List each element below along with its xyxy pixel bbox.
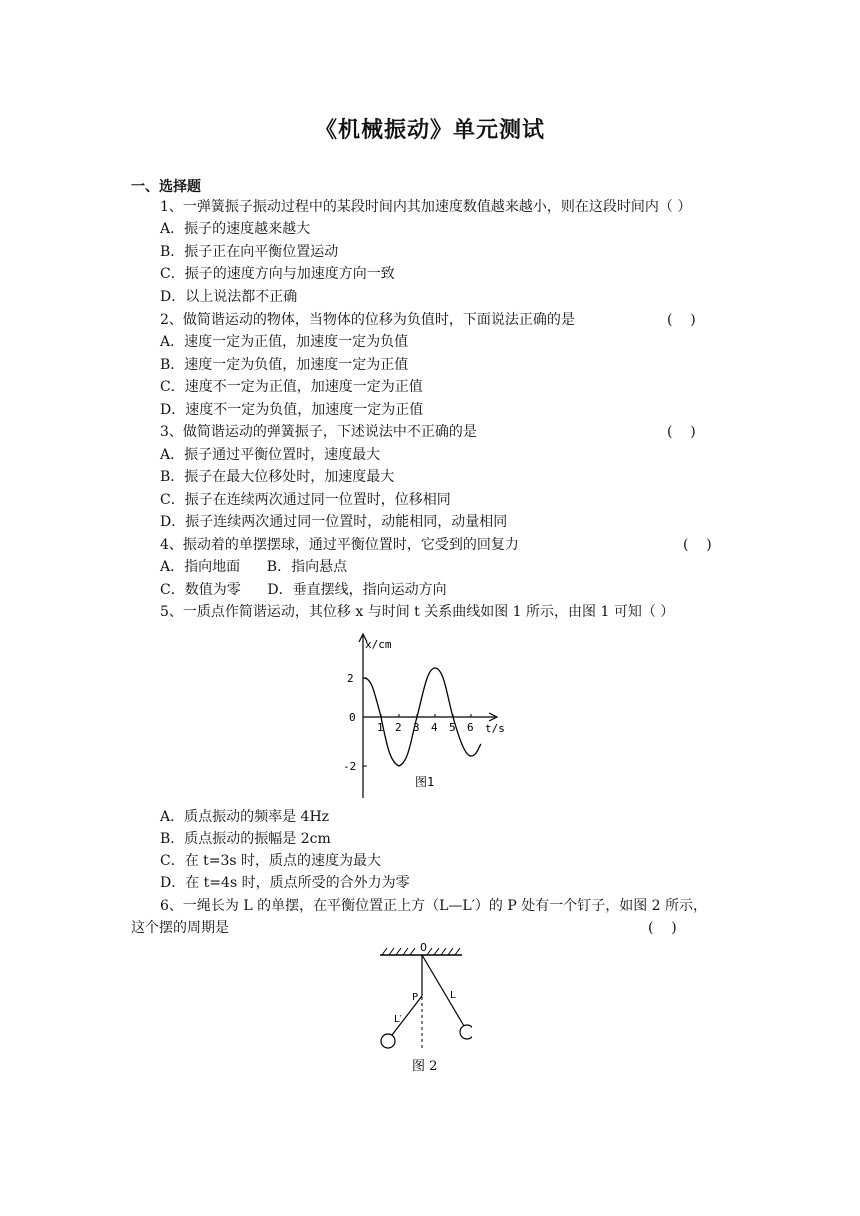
- question-6-stem-line-2: 这个摆的周期是: [131, 920, 229, 936]
- x-tick-label-5: 5: [449, 721, 456, 734]
- bob-left: [381, 1034, 395, 1048]
- question-5-option-c: C．在 t=3s 时，质点的速度为最大: [160, 853, 382, 869]
- question-2-option-c: C．速度不一定为正值，加速度一定为正值: [160, 379, 423, 395]
- x-tick-label-2: 2: [395, 721, 402, 734]
- y-axis-label: x/cm: [365, 638, 392, 651]
- label-L: L: [450, 990, 456, 1001]
- bob-right: [460, 1025, 472, 1039]
- question-3-option-b: B．振子在最大位移处时，加速度最大: [160, 469, 395, 485]
- question-1-option-a: A．振子的速度越来越大: [160, 221, 311, 237]
- figure-2-pendulum: [372, 940, 472, 1075]
- question-3-option-c: C．振子在连续两次通过同一位置时，位移相同: [160, 492, 451, 508]
- x-tick-label-6: 6: [467, 721, 474, 734]
- question-2-answer-blank: ( ): [667, 312, 696, 328]
- question-1-option-c: C．振子的速度方向与加速度方向一致: [160, 266, 395, 282]
- figure-2-caption: 图 2: [412, 1059, 438, 1074]
- question-4-options-ab: A．指向地面 B．指向悬点: [160, 559, 348, 575]
- page-title: 《机械振动》单元测试: [314, 118, 545, 143]
- y-tick-label-0: 0: [349, 711, 356, 724]
- string-L: [422, 955, 464, 1026]
- question-4-options-cd: C．数值为零 D．垂直摆线，指向运动方向: [160, 582, 447, 598]
- question-4-answer-blank: ( ): [683, 537, 712, 553]
- question-5-option-d: D．在 t=4s 时，质点所受的合外力为零: [160, 875, 410, 891]
- question-1-option-b: B．振子正在向平衡位置运动: [160, 244, 339, 260]
- x-axis-label: t/s: [485, 722, 505, 735]
- x-tick-label-4: 4: [431, 721, 438, 734]
- question-1-option-d: D．以上说法都不正确: [160, 289, 298, 305]
- y-tick-label-2: 2: [347, 672, 354, 685]
- question-5-stem: 5、一质点作简谐运动，其位移 x 与时间 t 关系曲线如图 1 所示，由图 1 可知（ ）: [160, 604, 675, 620]
- figure-1-caption: 图1: [415, 775, 435, 789]
- figure-1-xt-graph: [335, 628, 515, 803]
- question-3-answer-blank: ( ): [667, 424, 696, 440]
- question-3-stem: 3、做简谐运动的弹簧振子，下述说法中不正确的是: [160, 424, 477, 440]
- question-2-stem: 2、做简谐运动的物体，当物体的位移为负值时，下面说法正确的是: [160, 312, 575, 328]
- question-2-option-a: A．速度一定为正值，加速度一定为负值: [160, 334, 409, 350]
- question-6-answer-blank: ( ): [648, 920, 677, 936]
- question-3-option-d: D．振子连续两次通过同一位置时，动能相同，动量相同: [160, 514, 508, 530]
- x-tick-label-1: 1: [377, 721, 384, 734]
- section-heading: 一、选择题: [131, 179, 201, 195]
- question-3-option-a: A．振子通过平衡位置时，速度最大: [160, 447, 381, 463]
- question-5-option-a: A．质点振动的频率是 4Hz: [160, 809, 330, 825]
- label-Lprime: L′: [394, 1014, 402, 1025]
- x-tick-label-3: 3: [413, 721, 420, 734]
- question-1-stem: 1、一弹簧振子振动过程中的某段时间内其加速度数值越来越小，则在这段时间内（ ）: [160, 199, 692, 215]
- question-6-stem-line-1: 6、一绳长为 L 的单摆，在平衡位置正上方（L—L′）的 P 处有一个钉子，如图 2 所示，: [160, 898, 708, 914]
- question-5-option-b: B．质点振动的振幅是 2cm: [160, 831, 331, 847]
- label-P: P: [412, 992, 419, 1003]
- question-4-stem: 4、振动着的单摆摆球，通过平衡位置时，它受到的回复力: [160, 537, 519, 553]
- question-2-option-d: D．速度不一定为负值，加速度一定为正值: [160, 402, 424, 418]
- question-2-option-b: B．速度一定为负值，加速度一定为正值: [160, 357, 409, 373]
- label-O: 0: [420, 941, 427, 954]
- y-tick-label-neg2: -2: [343, 760, 357, 773]
